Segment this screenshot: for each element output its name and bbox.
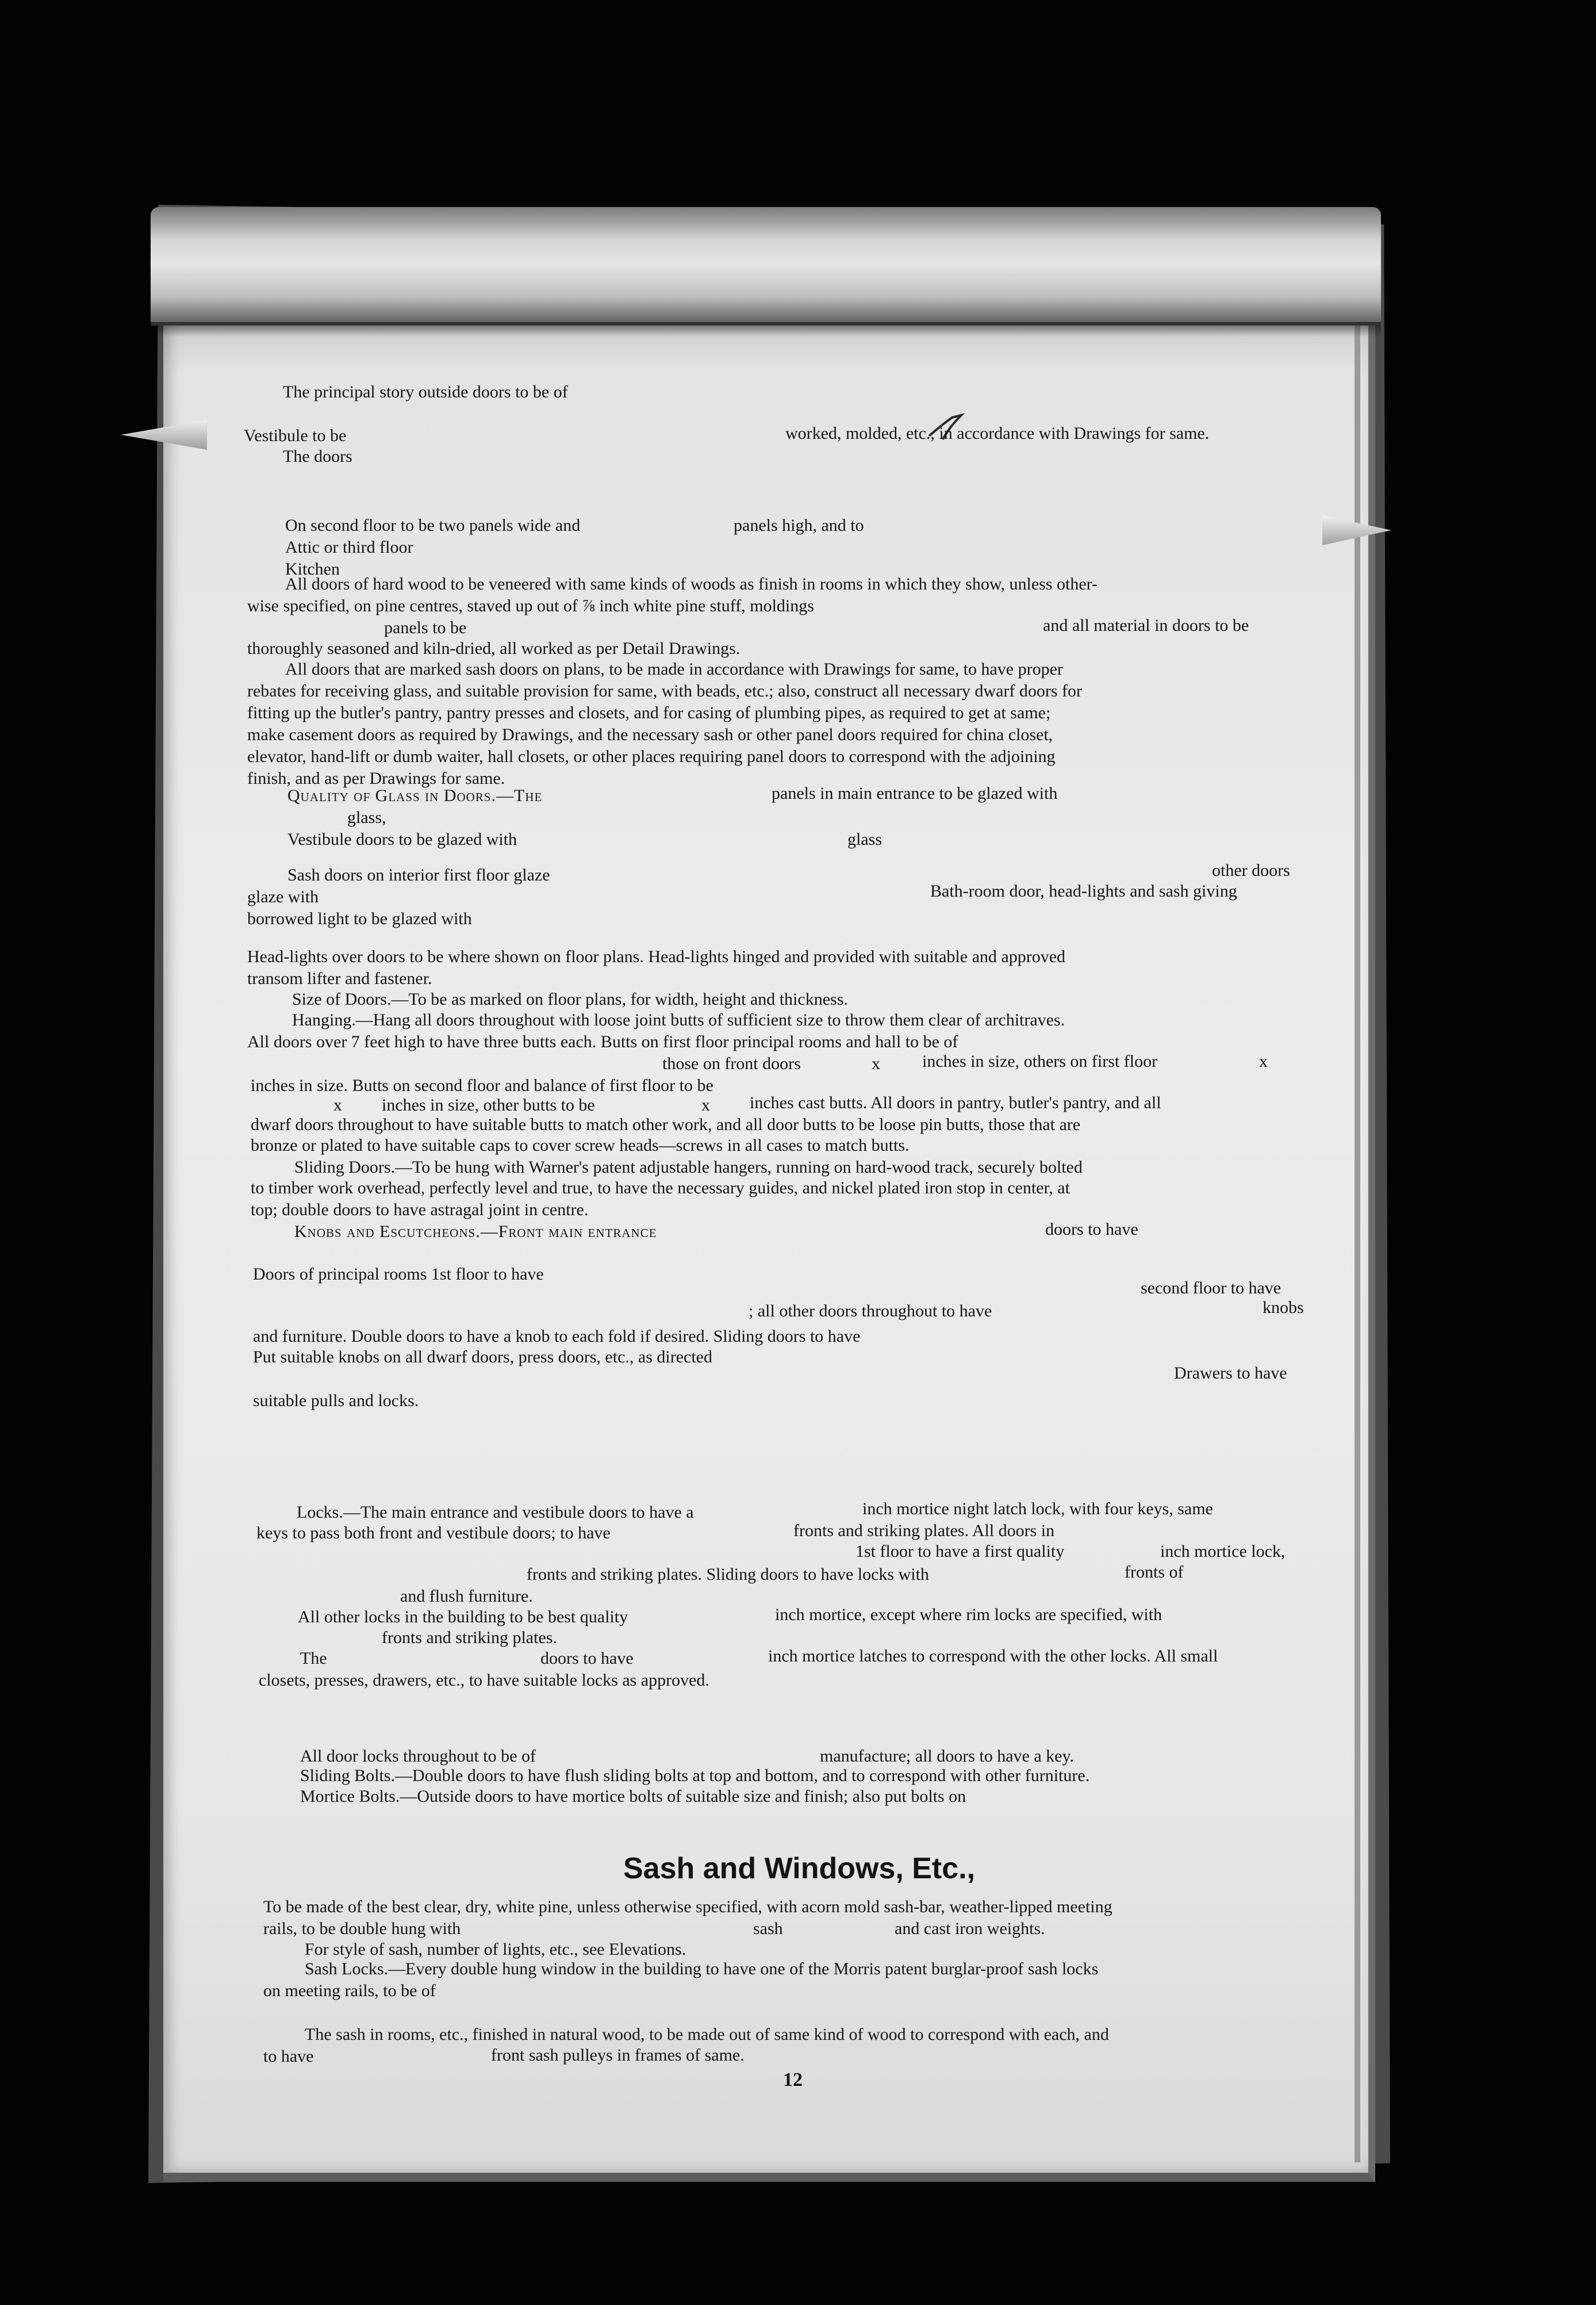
text-line: The doors	[283, 447, 352, 466]
text-line: make casement doors as required by Drawings, and the necessary sash or other panel doors required for china closet,	[247, 725, 1053, 744]
subsection-label: Knobs and Escutcheons.—Front main entrance	[294, 1222, 657, 1241]
text-line: bronze or plated to have suitable caps to cover screw heads—screws in all cases to match butts.	[251, 1136, 910, 1155]
text-line: worked, molded, etc., in accordance with Drawings for same.	[785, 424, 1210, 443]
text-line: Put suitable knobs on all dwarf doors, press doors, etc., as directed	[253, 1347, 712, 1366]
text-line: inches in size, others on first floor	[922, 1052, 1158, 1071]
text-line: top; double doors to have astragal joint in centre.	[251, 1200, 589, 1219]
text-line: Drawers to have	[1174, 1364, 1287, 1383]
text-line: inch mortice latches to correspond with the other locks. All small	[768, 1647, 1218, 1665]
text-line: dwarf doors throughout to have suitable butts to match other work, and all door butts to be loose pin butts, those that are	[251, 1115, 1081, 1134]
text-line: The	[300, 1649, 327, 1668]
text-line: fitting up the butler's pantry, pantry presses and closets, and for casing of plumbing pipes, as required to get at same;	[247, 703, 1051, 722]
text-line: x	[701, 1096, 710, 1115]
text-line: Locks.—The main entrance and vestibule doors to have a	[297, 1503, 694, 1522]
text-line: inch mortice night latch lock, with four keys, same	[862, 1499, 1213, 1518]
text-line: finish, and as per Drawings for same.	[247, 769, 505, 788]
text-line: Head-lights over doors to be where shown on floor plans. Head-lights hinged and provided with suitable and approved	[247, 947, 1066, 966]
text-line: Sliding Bolts.—Double doors to have flush sliding bolts at top and bottom, and to correspond with other furniture.	[300, 1766, 1090, 1785]
text-line: inch mortice, except where rim locks are specified, with	[775, 1605, 1163, 1624]
text-line: ; all other doors throughout to have	[749, 1301, 992, 1320]
text-line: x	[872, 1054, 880, 1073]
text-line: elevator, hand-lift or dumb waiter, hall closets, or other places requiring panel doors to correspond with the adjoining	[247, 747, 1056, 766]
text-line: Bath-room door, head-lights and sash giving	[930, 882, 1237, 901]
text-line: front sash pulleys in frames of same.	[491, 2046, 745, 2065]
text-line: sash	[753, 1919, 783, 1938]
text-line: glaze with	[247, 887, 319, 906]
text-line: To be made of the best clear, dry, white pine, unless otherwise specified, with acorn mold sash-bar, weather-lipped meeting	[263, 1897, 1112, 1916]
text-line: inches in size. Butts on second floor and balance of first floor to be	[251, 1076, 713, 1095]
text-line: The sash in rooms, etc., finished in natural wood, to be made out of same kind of wood to correspond with each, and	[305, 2025, 1109, 2044]
text-line: Vestibule doors to be glazed with	[287, 830, 517, 849]
text-line: panels in main entrance to be glazed with	[772, 784, 1058, 803]
text-line: All doors that are marked sash doors on plans, to be made in accordance with Drawings for same, to have proper	[285, 660, 1063, 679]
text-line: thoroughly seasoned and kiln-dried, all worked as per Detail Drawings.	[247, 639, 741, 658]
text-line: glass	[847, 830, 882, 849]
page-edge-shadow	[1355, 322, 1360, 2162]
text-line: panels high, and to	[734, 516, 864, 535]
text-line: to timber work overhead, perfectly level and true, to have the necessary guides, and nickel plated iron stop in center, at	[251, 1178, 1070, 1197]
subsection-label: Quality of Glass in Doors.—The	[287, 786, 543, 805]
text-line: suitable pulls and locks.	[253, 1391, 419, 1410]
roller-shadow	[151, 322, 1381, 337]
text-line: doors to have	[1045, 1220, 1138, 1239]
text-line: Sliding Doors.—To be hung with Warner's patent adjustable hangers, running on hard-wood track, securely bolted	[294, 1158, 1083, 1177]
section-heading: Sash and Windows, Etc.,	[623, 1852, 976, 1885]
text-line: on meeting rails, to be of	[263, 1981, 436, 2000]
text-line: and cast iron weights.	[895, 1919, 1045, 1938]
text-line: All doors of hard wood to be veneered with same kinds of woods as finish in rooms in which they show, unless other-	[285, 575, 1098, 594]
text-line: Sash Locks.—Every double hung window in the building to have one of the Morris patent burglar-proof sash locks	[305, 1959, 1099, 1978]
page-number: 12	[783, 2069, 803, 2090]
text-line: wise specified, on pine centres, staved up out of ⅞ inch white pine stuff, moldings	[247, 596, 814, 615]
text-line: doors to have	[540, 1649, 634, 1668]
text-line: For style of sash, number of lights, etc., see Elevations.	[305, 1940, 686, 1959]
text-line: and all material in doors to be	[1043, 616, 1249, 635]
text-line: Attic or third floor	[285, 538, 413, 557]
text-line: closets, presses, drawers, etc., to have suitable locks as approved.	[259, 1671, 709, 1690]
text-line: knobs	[1263, 1298, 1304, 1317]
text-line: x	[1259, 1052, 1268, 1071]
text-line: Mortice Bolts.—Outside doors to have mortice bolts of suitable size and finish; also put bolts on	[300, 1787, 966, 1806]
text-line: keys to pass both front and vestibule doors; to have	[256, 1523, 611, 1542]
text-line: borrowed light to be glazed with	[247, 909, 472, 928]
text-line: and flush furniture.	[400, 1587, 533, 1606]
text-line: rails, to be double hung with	[263, 1919, 461, 1938]
text-line: panels to be	[384, 618, 467, 637]
text-line: Sash doors on interior first floor glaze	[287, 866, 550, 885]
text-line: All doors over 7 feet high to have three butts each. Butts on first floor principal rooms and hall to be of	[247, 1032, 958, 1051]
text-line: second floor to have	[1141, 1278, 1282, 1297]
text-line: fronts and striking plates. All doors in	[793, 1521, 1055, 1540]
binder-roller	[151, 207, 1381, 326]
text-line: inches cast butts. All doors in pantry, butler's pantry, and all	[750, 1093, 1161, 1112]
text-line: All door locks throughout to be of	[300, 1747, 536, 1766]
text-line: The principal story outside doors to be of	[283, 382, 568, 401]
text-line: rebates for receiving glass, and suitable provision for same, with beads, etc.; also, construct all necessary dwarf doors for	[247, 681, 1083, 700]
text-line: manufacture; all doors to have a key.	[820, 1747, 1075, 1766]
text-line: x	[333, 1096, 342, 1115]
text-line: Doors of principal rooms 1st floor to have	[253, 1265, 544, 1284]
text-line: Kitchen	[285, 560, 340, 579]
text-line: fronts and striking plates.	[382, 1628, 557, 1647]
text-line: inch mortice lock,	[1160, 1542, 1286, 1561]
text-line: inches in size, other butts to be	[382, 1096, 595, 1115]
text-line: 1st floor to have a first quality	[855, 1542, 1065, 1561]
text-line: to have	[263, 2047, 314, 2066]
text-line: and furniture. Double doors to have a knob to each fold if desired. Sliding doors to have	[253, 1327, 861, 1346]
text-line: other doors	[1212, 861, 1290, 880]
text-line: Vestibule to be	[244, 426, 347, 445]
text-line: glass,	[347, 808, 386, 827]
text-line: those on front doors	[662, 1054, 801, 1073]
text-line: fronts of	[1125, 1563, 1184, 1582]
text-line: All other locks in the building to be best quality	[298, 1607, 628, 1626]
text-line: fronts and striking plates. Sliding doors to have locks with	[527, 1565, 929, 1584]
text-line: transom lifter and fastener.	[247, 969, 432, 988]
text-line: Size of Doors.—To be as marked on floor plans, for width, height and thickness.	[292, 990, 848, 1009]
text-line: On second floor to be two panels wide and	[285, 516, 581, 535]
text-line: Hanging.—Hang all doors throughout with loose joint butts of sufficient size to throw them clear of architraves.	[292, 1010, 1065, 1029]
